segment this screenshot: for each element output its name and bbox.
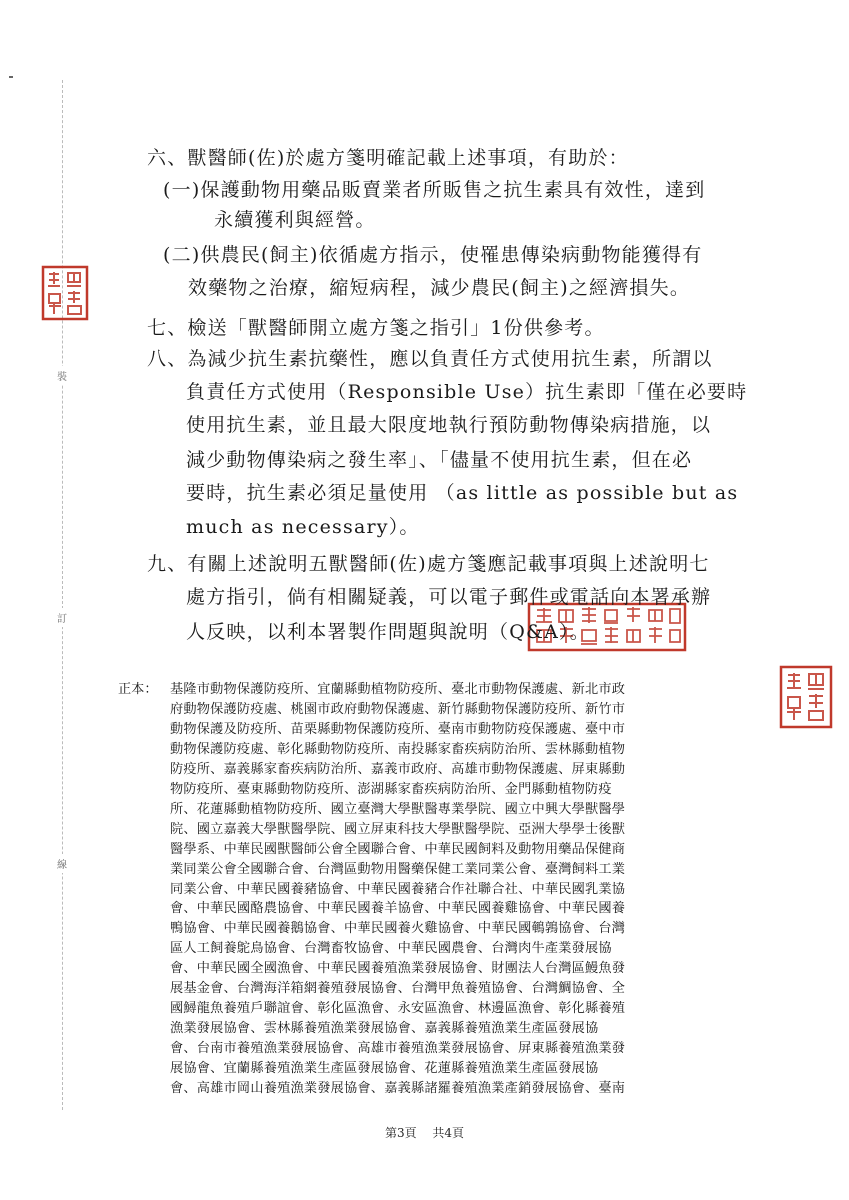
cc-line: 展協會、宜蘭縣養殖漁業生產區發展協會、花蓮縣養殖漁業生產區發展協 bbox=[170, 1061, 599, 1077]
cc-line: 展基金會、台灣海洋箱網養殖發展協會、台灣甲魚養殖協會、台灣鯛協會、全 bbox=[170, 981, 626, 997]
cc-line: 漁業發展協會、雲林縣養殖漁業發展協會、嘉義縣養殖漁業生產區發展協 bbox=[170, 1021, 599, 1037]
cc-label: 正本： bbox=[118, 682, 158, 697]
item-6-1-line-1: (一)保護動物用藥品販賣業者所販售之抗生素具有效性，達到 bbox=[163, 179, 706, 201]
cc-line: 區人工飼養鴕鳥協會、台灣畜牧協會、中華民國農會、台灣肉牛產業發展協 bbox=[170, 941, 612, 957]
red-seal-left bbox=[40, 264, 90, 322]
cc-line: 醫學系、中華民國獸醫師公會全國聯合會、中華民國飼料及動物用藥品保健商 bbox=[170, 841, 626, 857]
binding-line bbox=[62, 80, 63, 1110]
binding-mark-top: 裝 bbox=[57, 366, 67, 385]
cc-line: 會、高雄市岡山養殖漁業發展協會、嘉義縣諸羅養殖漁業產銷發展協會、臺南 bbox=[170, 1081, 626, 1096]
cc-line: 會、中華民國全國漁會、中華民國養殖漁業發展協會、財團法人台灣區鰻魚發 bbox=[170, 961, 626, 977]
item-9-line-2: 處方指引，倘有相關疑義，可以電子郵件或電話向本署承辦 bbox=[186, 586, 712, 608]
cc-line: 同業公會、中華民國養豬協會、中華民國養豬合作社聯合社、中華民國乳業協 bbox=[170, 881, 626, 897]
item-9-line-3: 人反映，以利本署製作問題與說明（Q&A）。 bbox=[186, 621, 590, 643]
cc-line: 業同業公會全國聯合會、台灣區動物用醫藥保健工業同業公會、臺灣飼料工業 bbox=[170, 861, 626, 877]
item-6-1-line-2: 永續獲利與經營。 bbox=[214, 209, 376, 231]
cc-line: 院、國立嘉義大學獸醫學院、國立屏東科技大學獸醫學院、亞洲大學學士後獸 bbox=[170, 821, 626, 837]
item-9-line-1: 九、有關上述說明五獸醫師(佐)處方箋應記載事項與上述說明七 bbox=[147, 553, 710, 575]
cc-line: 動物保護及防疫所、苗栗縣動物保護防疫所、臺南市動物防疫保護處、臺中市 bbox=[170, 721, 626, 737]
item-8-line-3: 使用抗生素，並且最大限度地執行預防動物傳染病措施，以 bbox=[186, 414, 712, 436]
binding-mark-middle: 訂 bbox=[57, 608, 67, 627]
item-8-line-6: much as necessary）。 bbox=[186, 516, 420, 538]
cc-line: 會、中華民國酪農協會、中華民國養羊協會、中華民國養雞協會、中華民國養 bbox=[170, 901, 626, 917]
item-6-2-line-1: (二)供農民(飼主)依循處方指示，使罹患傳染病動物能獲得有 bbox=[163, 244, 703, 266]
cc-line: 府動物保護防疫處、桃園市政府動物保護處、新竹縣動物保護防疫所、新竹市 bbox=[170, 701, 626, 717]
binding-mark-bottom: 線 bbox=[57, 854, 67, 873]
cc-line: 動物保護防疫處、彰化縣動物防疫所、南投縣家畜疾病防治所、雲林縣動植物 bbox=[170, 741, 626, 757]
cc-line: 鴨協會、中華民國養鵝協會、中華民國養火雞協會、中華民國鵪鶉協會、台灣 bbox=[170, 921, 626, 937]
item-7-line-1: 七、檢送「獸醫師開立處方箋之指引」1份供參考。 bbox=[147, 317, 605, 339]
cc-line: 所、花蓮縣動植物防疫所、國立臺灣大學獸醫專業學院、國立中興大學獸醫學 bbox=[170, 801, 626, 817]
page-footer bbox=[0, 1124, 849, 1141]
red-seal-right bbox=[778, 664, 834, 730]
page-total: 共4頁 bbox=[432, 1126, 465, 1140]
item-8-line-1: 八、為減少抗生素抗藥性，應以負責任方式使用抗生素，所謂以 bbox=[147, 348, 713, 370]
item-6-2-line-2: 效藥物之治療，縮短病程，減少農民(飼主)之經濟損失。 bbox=[188, 277, 691, 299]
scan-mark bbox=[9, 76, 13, 78]
cc-line: 防疫所、嘉義縣家畜疾病防治所、嘉義市政府、高雄市動物保護處、屏東縣動 bbox=[170, 761, 626, 777]
item-8-line-4: 減少動物傳染病之發生率」、「儘量不使用抗生素，但在必 bbox=[186, 449, 693, 471]
item-6-line-1: 六、獸醫師(佐)於處方箋明確記載上述事項，有助於： bbox=[147, 147, 629, 169]
cc-line: 會、台南市養殖漁業發展協會、高雄市養殖漁業發展協會、屏東縣養殖漁業發 bbox=[170, 1041, 626, 1057]
item-8-line-5: 要時，抗生素必須足量使用 （as little as possible but as bbox=[186, 482, 739, 504]
item-8-line-2: 負責任方式使用（Responsible Use）抗生素即「僅在必要時 bbox=[186, 381, 748, 403]
page-number: 第3頁 bbox=[384, 1126, 417, 1140]
cc-line: 物防疫所、臺東縣動物防疫所、澎湖縣家畜疾病防治所、金門縣動植物防疫 bbox=[170, 781, 612, 797]
cc-line: 基隆市動物保護防疫所、宜蘭縣動植物防疫所、臺北市動物保護處、新北市政 bbox=[170, 682, 626, 697]
cc-line: 國鱘龍魚養殖戶聯誼會、彰化區漁會、永安區漁會、林邊區漁會、彰化縣養殖 bbox=[170, 1001, 626, 1017]
